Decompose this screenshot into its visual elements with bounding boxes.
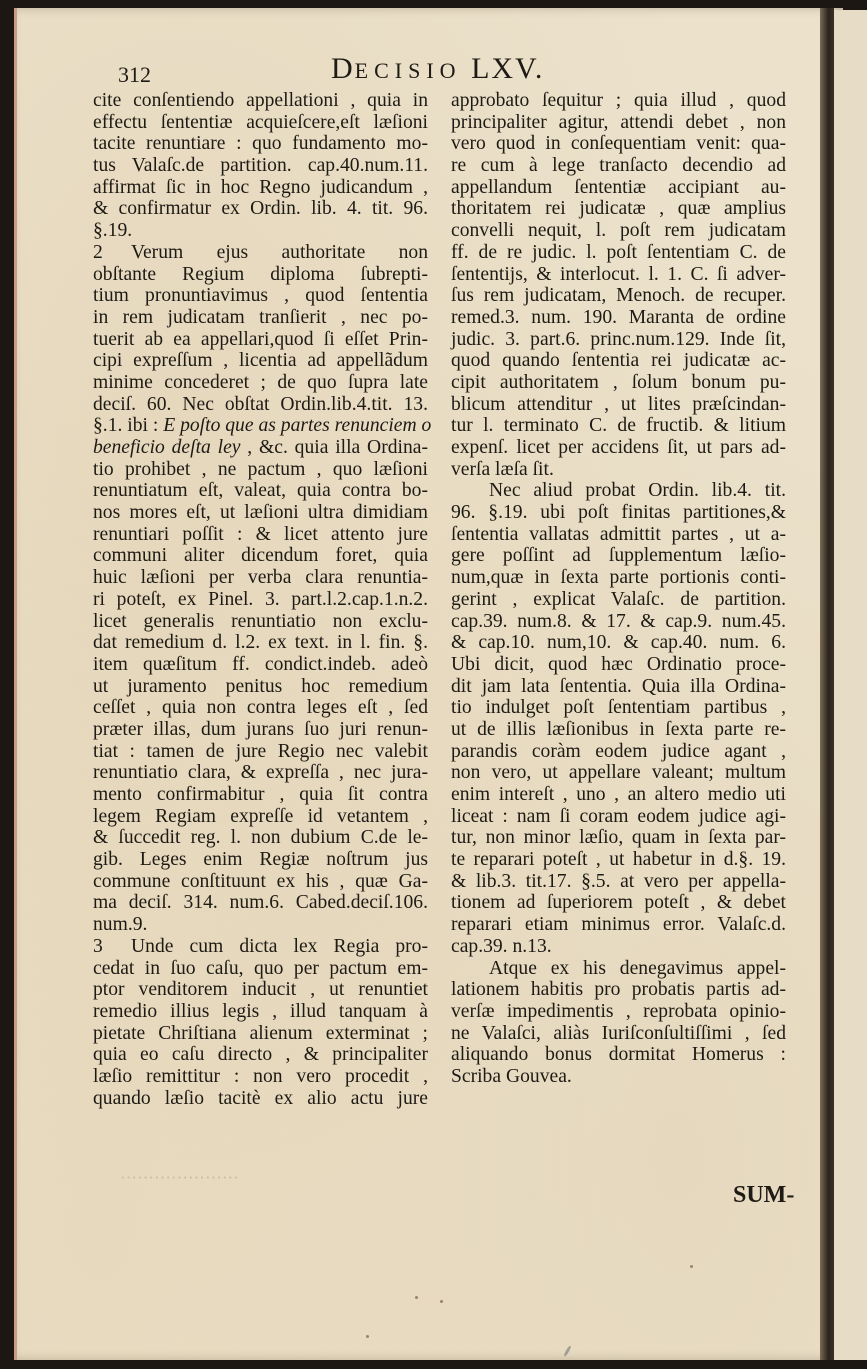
line-text: huic læſioni per verba clara renuntia- [93, 567, 428, 589]
line-text: liceat : nam ſi coram eodem judice agi- [451, 805, 786, 827]
line-text: §.1. ibi : [93, 415, 164, 437]
page-number: 312 [118, 62, 151, 87]
text-line [451, 892, 786, 914]
line-text: 96. §.19. ubi poſt finitas partitiones,& [451, 502, 786, 524]
paper-speck [366, 1335, 369, 1338]
text-line [451, 676, 786, 698]
text-line [451, 567, 786, 589]
text-line [451, 827, 786, 849]
text-line [451, 979, 786, 1001]
line-text: renuntiatum eſt, valeat, quia contra bo- [93, 480, 428, 502]
text-line [93, 437, 428, 459]
text-line [93, 372, 428, 394]
text-line [451, 198, 786, 220]
line-text: cipi expreſſum , licentia ad appellãdum [93, 350, 428, 372]
text-line [93, 1066, 428, 1088]
line-text: ma deciſ. 314. num.6. Cabed.deciſ.106. [93, 892, 428, 914]
text-line [93, 654, 428, 676]
line-text: cite conſentiendo appellationi , quia in [93, 90, 428, 111]
text-line [93, 1001, 428, 1023]
text-line [451, 524, 786, 546]
line-text: tus Valaſc.de partition. cap.40.num.11. [93, 155, 428, 177]
line-text: nos mores eſt, ut læſioni ultra dimidiam [93, 502, 428, 524]
line-text: commune conſtituunt ex his , quæ Ga- [93, 870, 428, 892]
line-text: te reparari poteſt , ut habetur in d.§. 19. [451, 849, 786, 871]
line-text: minime concederet ; de quo ſupra late [93, 371, 428, 393]
text-line [93, 480, 428, 502]
line-text: Unde cum dicta lex Regia pro- [131, 935, 428, 957]
right-column [451, 90, 786, 1088]
text-line [93, 697, 428, 719]
line-text: & lib.3. tit.17. §.5. at vero per appella- [451, 870, 786, 892]
line-text: principaliter agitur, attendi debet , non [451, 111, 786, 133]
line-text: thoritatem rei judicatæ , quæ amplius [451, 198, 786, 220]
line-text: blicum attenditur , ut lites præſcindan- [451, 393, 786, 415]
text-line [93, 90, 428, 112]
text-line [93, 285, 428, 307]
text-line [93, 567, 428, 589]
line-text: dat remedium d. l.2. ex text. in l. fin. §. [93, 632, 428, 654]
text-line [93, 198, 428, 220]
line-text: num,quæ in ſexta parte portionis conti- [451, 567, 786, 589]
line-text: tur l. terminato C. de fructib. & litium [451, 415, 786, 437]
line-text: Scriba Gouvea. [451, 1065, 572, 1087]
text-line [93, 914, 428, 936]
text-line [451, 914, 786, 936]
line-text: num.9. [93, 914, 148, 936]
text-line [451, 90, 786, 112]
text-line [451, 741, 786, 763]
text-line [93, 979, 428, 1001]
text-line [93, 806, 428, 828]
text-line [451, 242, 786, 264]
text-line [451, 697, 786, 719]
line-text: gerint , explicat Valaſc. de partition. [451, 588, 786, 610]
text-line [451, 762, 786, 784]
text-line [451, 285, 786, 307]
text-line [451, 958, 786, 980]
line-text: Nec aliud probat Ordin. lib.4. tit. [489, 480, 786, 502]
text-line [451, 654, 786, 676]
line-text: re cum à lege tranſacto decendio ad [451, 155, 786, 177]
text-line [451, 437, 786, 459]
text-line [93, 524, 428, 546]
text-line [93, 762, 428, 784]
line-text: appellandum ſententiæ accipiant au- [451, 176, 786, 198]
line-text: deciſ. 60. Nec obſtat Ordin.lib.4.tit. 13. [93, 393, 428, 415]
line-text: tuerit ab ea appellari,quod ſi eſſet Prin- [93, 328, 428, 350]
text-line [93, 892, 428, 914]
line-text: dit jam lata ſententia. Quia illa Ordina- [451, 675, 786, 697]
line-text: quod quando ſententia rei judicatæ ac- [451, 350, 786, 372]
text-line [451, 719, 786, 741]
text-line [93, 1044, 428, 1066]
facing-page-edge [834, 10, 867, 1360]
line-text: vero quod in conſequentiam venit: qua- [451, 133, 786, 155]
paper-speck [415, 1296, 418, 1299]
text-line [451, 784, 786, 806]
line-text: tionem ad ſuperiorem poteſt , & debet [451, 892, 786, 914]
text-line [451, 632, 786, 654]
line-text: renuntiari poſſit : & licet attento jure [93, 523, 428, 545]
text-line [451, 307, 786, 329]
text-line [451, 112, 786, 134]
line-text: præter illas, dum jurans ſuo juri renun- [93, 718, 428, 740]
text-line [93, 958, 428, 980]
line-text: ptor venditorem inducit , ut renuntiet [93, 979, 428, 1001]
line-text: ff. de re judic. l. poſt ſententiam C. de [451, 241, 786, 263]
line-text: remed.3. num. 190. Maranta de ordine [451, 306, 786, 328]
text-line [93, 741, 428, 763]
line-text: reparari etiam minimus error. Valaſc.d. [451, 914, 786, 936]
line-text: tiat : tamen de jure Regio nec valebit [93, 740, 428, 762]
text-line [93, 849, 428, 871]
line-text: effectu ſententiæ acquieſcere,eſt læſioni [93, 111, 428, 133]
line-text: tacite renuntiare : quo fundamento mo- [93, 133, 428, 155]
line-text: obſtante Regium diploma ſubrepti- [93, 263, 428, 285]
text-line [93, 415, 432, 437]
line-text: ſententia vallatas admittit partes , ut a- [451, 523, 786, 545]
text-line [451, 611, 786, 633]
paper-speck [440, 1300, 443, 1303]
text-line [451, 806, 786, 828]
text-line [93, 350, 428, 372]
line-text: non vero, ut appellare valeant; multum [451, 762, 786, 784]
text-line [93, 1088, 428, 1110]
book-gutter [820, 8, 834, 1360]
line-text: , &c. quia illa Ordina- [240, 437, 428, 458]
line-text: communi aliter dicendum foret, quia [93, 545, 428, 567]
page-header [118, 52, 793, 92]
text-line [93, 1023, 428, 1045]
line-text: læſio remittitur : non vero procedit , [93, 1065, 428, 1087]
line-text: Ubi dicit, quod hæc Ordinatio proce- [451, 653, 786, 675]
text-line [93, 784, 428, 806]
line-text: mento confirmabitur , quia ſit contra [93, 784, 428, 805]
line-text: enim intereſt , uno , an altero medio uti [451, 784, 786, 805]
text-line [93, 676, 428, 698]
text-line [451, 849, 786, 871]
line-text: ut de illis læſionibus in ſexta parte re- [451, 718, 786, 740]
line-text: legem Regiam expreſſe id vetantem , [93, 805, 428, 827]
line-text: tium pronuntiavimus , quod ſententia [93, 285, 428, 307]
line-text: gib. Leges enim Regiæ noſtrum jus [93, 849, 428, 871]
text-line [93, 719, 428, 741]
text-line [451, 220, 786, 242]
text-line [451, 155, 786, 177]
left-column [93, 90, 432, 1109]
text-line [451, 394, 786, 416]
text-line [451, 1044, 786, 1066]
line-text: ſententijs, & interlocut. l. 1. C. ſi adver- [451, 263, 786, 285]
text-line [93, 264, 428, 286]
line-text: quando læſio tacitè ex alio actu jure [93, 1087, 428, 1109]
text-line [451, 936, 786, 958]
text-line [451, 177, 786, 199]
line-text: cipit authoritatem , ſolum bonum pu- [451, 371, 786, 393]
paragraph-number: 3 [93, 935, 103, 957]
text-line [451, 545, 786, 567]
text-line [451, 372, 786, 394]
text-line [451, 1001, 786, 1023]
text-line [93, 242, 428, 264]
line-text: cedat in ſuo caſu, quo per pactum em- [93, 957, 428, 979]
text-line [93, 394, 428, 416]
line-text: verſæ impedimentis , reprobata opinio- [451, 1000, 786, 1022]
text-line [451, 1023, 786, 1045]
text-line [451, 264, 786, 286]
line-text: tio prohibet , ne pactum , quo læſioni [93, 458, 428, 480]
text-line [93, 459, 428, 481]
line-text: in rem judicatam tranſierit , nec po- [93, 306, 428, 328]
line-text: licet generalis renuntiatio non exclu- [93, 610, 428, 632]
text-line [93, 220, 428, 242]
text-line [451, 415, 786, 437]
line-text: renuntiatio clara, & expreſſa , nec jura- [93, 762, 428, 784]
line-text: expenſ. licet per accidens ſit, ut pars ad- [451, 437, 786, 458]
line-text: tur, non minor læſio, quam in ſexta par- [451, 827, 786, 849]
text-line [451, 480, 786, 502]
text-line [93, 502, 428, 524]
line-text: ceſſet , quia non contra leges eſt , ſed [93, 697, 428, 719]
line-text: ut juramento penitus hoc remedium [93, 675, 428, 697]
line-text: lationem habitis pro probatis partis ad- [451, 979, 786, 1001]
line-text: & confirmatur ex Ordin. lib. 4. tit. 96. [93, 198, 428, 220]
text-line [93, 611, 428, 633]
line-text: convelli nequit, l. poſt rem judicatam [451, 220, 786, 242]
line-text: ne Valaſci, aliàs Iuriſconſultiſſimi , ſed [451, 1022, 786, 1044]
text-line [93, 112, 428, 134]
text-line [451, 589, 786, 611]
text-line [93, 307, 428, 329]
line-text: & ſuccedit reg. l. non dubium C.de le- [93, 827, 428, 849]
text-line [451, 329, 786, 351]
text-line [93, 827, 428, 849]
text-line [93, 329, 428, 351]
running-title [331, 52, 544, 86]
line-text: pietate Chriſtiana alienum exterminat ; [93, 1022, 428, 1044]
text-line [93, 589, 428, 611]
text-line [93, 177, 428, 199]
show-through-text: ····················· [120, 1168, 239, 1187]
text-line [451, 459, 786, 481]
line-text: cap.39. n.13. [451, 935, 552, 957]
italic-quote: beneficio deſta ley [93, 437, 241, 458]
line-text: quia eo caſu directo , & principaliter [93, 1044, 428, 1066]
line-text: approbato ſequitur ; quia illud , quod [451, 90, 786, 111]
paragraph-number: 2 [93, 241, 103, 263]
text-line [93, 545, 428, 567]
line-text: aliquando bonus dormitat Homerus : [451, 1044, 786, 1066]
text-line [93, 871, 428, 893]
decision-number: LXV. [471, 52, 545, 85]
catchword: SUM- [733, 1182, 795, 1208]
line-text: Atque ex his denegavimus appel- [489, 957, 786, 979]
line-text: §.19. [93, 220, 133, 242]
line-text: judic. 3. part.6. princ.num.129. Inde ſit, [451, 328, 786, 350]
line-text: ſus rem judicatam, Menoch. de recuper. [451, 285, 786, 307]
italic-quote: E poſto que as partes renunciem o [163, 415, 432, 437]
text-line [451, 1066, 786, 1088]
running-title-initial: D [331, 52, 355, 85]
line-text: item quæſitum ff. condict.indeb. adeò [93, 653, 428, 675]
text-line [93, 936, 428, 958]
text-line [451, 133, 786, 155]
text-line [93, 155, 428, 177]
line-text: ri poteſt, ex Pinel. 3. part.l.2.cap.1.n.2. [93, 588, 428, 610]
text-line [93, 632, 428, 654]
text-line [451, 350, 786, 372]
line-text: & cap.10. num,10. & cap.40. num. 6. [451, 632, 786, 654]
paper-speck [690, 1265, 693, 1268]
running-title-word: ECISIO [354, 58, 462, 83]
line-text: remedio illius legis , illud tanquam à [93, 1000, 428, 1022]
text-line [93, 133, 428, 155]
line-text: verſa læſa ſit. [451, 458, 554, 480]
line-text: cap.39. num.8. & 17. & cap.9. num.45. [451, 610, 786, 632]
text-line [451, 502, 786, 524]
text-line [451, 871, 786, 893]
line-text: tio indulget poſt ſententiam partibus , [451, 697, 786, 719]
line-text: Verum ejus authoritate non [131, 241, 428, 263]
line-text: parandis coràm eodem judice agant , [451, 740, 786, 762]
line-text: affirmat ſic in hoc Regno judicandum , [93, 176, 428, 198]
line-text: gere poſſint ad ſupplementum læſio- [451, 545, 786, 567]
